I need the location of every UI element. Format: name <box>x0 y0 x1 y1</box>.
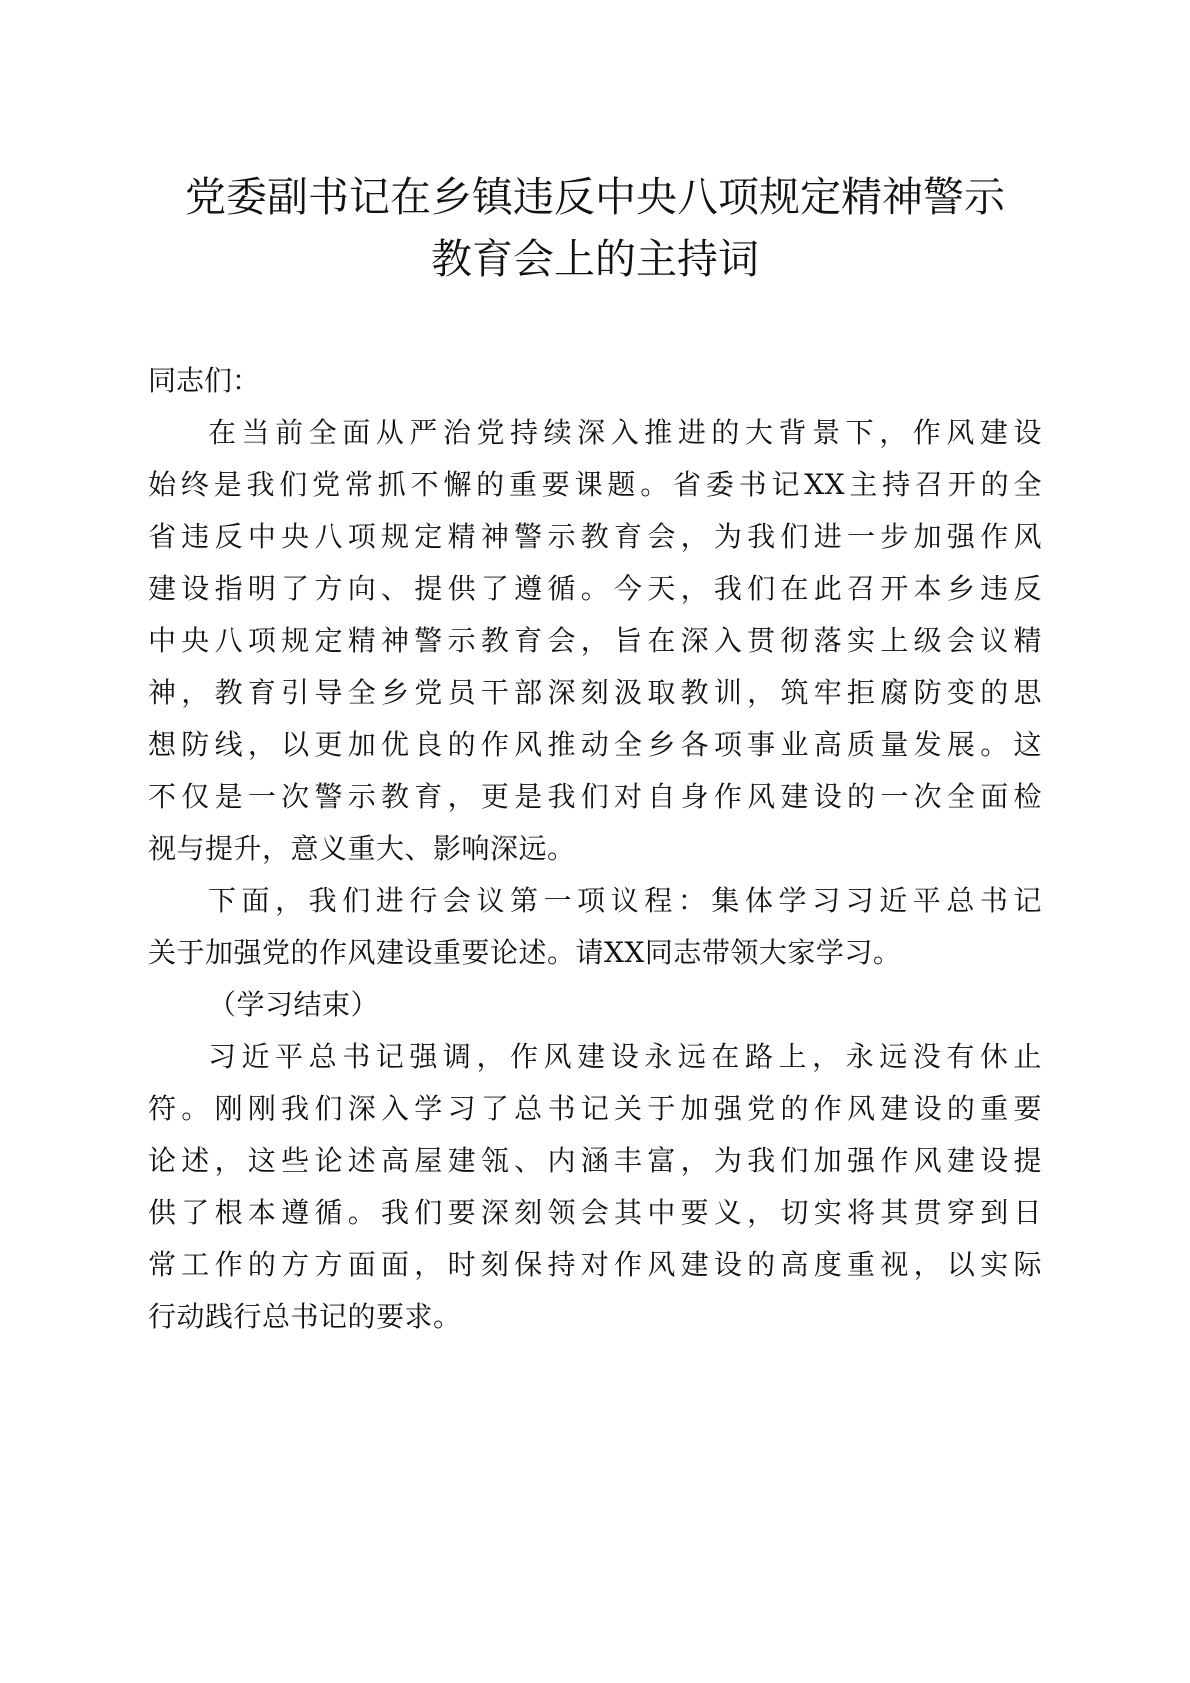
title-line-1: 党委副书记在乡镇违反中央八项规定精神警示 <box>185 173 1005 221</box>
paragraph-line: 中央八项规定精神警示教育会，旨在深入贯彻落实上级会议精 <box>148 624 1042 657</box>
paragraph-line: 论述，这些论述高屋建瓴、内涵丰富，为我们加强作风建设提 <box>148 1144 1042 1177</box>
document-title <box>148 166 1042 290</box>
paragraph-3 <box>148 979 1042 1031</box>
paragraph-line: 想防线，以更加优良的作风推动全乡各项事业高质量发展。这 <box>148 728 1042 761</box>
paragraph-line: （学习结束） <box>208 988 380 1021</box>
paragraph-4 <box>148 1031 1042 1343</box>
paragraph-line: 供了根本遵循。我们要深刻领会其中要义，切实将其贯穿到日 <box>148 1196 1042 1229</box>
paragraph-line: 符。刚刚我们深入学习了总书记关于加强党的作风建设的重要 <box>148 1092 1042 1125</box>
paragraph-line: 常工作的方方面面，时刻保持对作风建设的高度重视，以实际 <box>148 1248 1042 1281</box>
paragraph-line: 神，教育引导全乡党员干部深刻汲取教训，筑牢拒腐防变的思 <box>148 676 1042 709</box>
paragraph-line: 下面，我们进行会议第一项议程：集体学习习近平总书记 <box>208 884 1042 917</box>
greeting: 同志们： <box>148 364 261 397</box>
paragraph-line: 关于加强党的作风建设重要论述。请XX同志带领大家学习。 <box>148 936 902 969</box>
paragraph-line: 行动践行总书记的要求。 <box>148 1300 462 1333</box>
paragraph-line: 在当前全面从严治党持续深入推进的大背景下，作风建设 <box>208 416 1042 449</box>
paragraph-1 <box>148 407 1042 875</box>
paragraph-line: 建设指明了方向、提供了遵循。今天，我们在此召开本乡违反 <box>148 572 1042 605</box>
paragraph-line: 视与提升，意义重大、影响深远。 <box>148 832 576 865</box>
title-line-2: 教育会上的主持词 <box>431 235 759 283</box>
paragraph-line: 省违反中央八项规定精神警示教育会，为我们进一步加强作风 <box>148 520 1042 553</box>
paragraph-line: 不仅是一次警示教育，更是我们对自身作风建设的一次全面检 <box>148 780 1042 813</box>
paragraph-2 <box>148 875 1042 979</box>
paragraph-line: 习近平总书记强调，作风建设永远在路上，永远没有休止 <box>208 1040 1042 1073</box>
paragraph-line: 始终是我们党常抓不懈的重要课题。省委书记XX主持召开的全 <box>148 468 1042 501</box>
document-body <box>148 355 1042 1343</box>
